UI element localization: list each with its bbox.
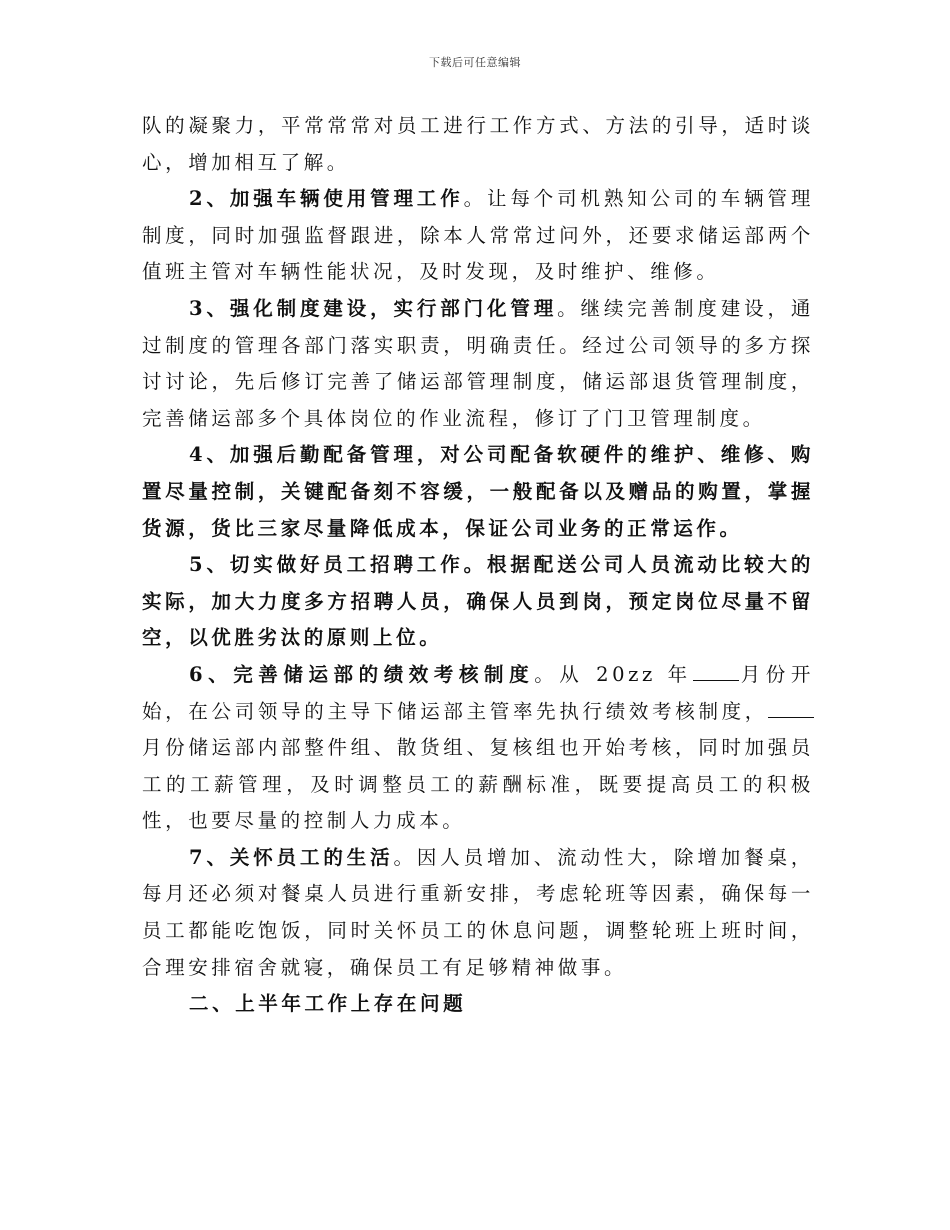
document-body — [142, 108, 814, 1023]
blank-line — [768, 697, 814, 718]
paragraph-system-building — [142, 291, 814, 437]
paragraph-cohesion: 队的凝聚力，平常常常对员工进行工作方式、方法的引导，适时谈心，增加相互了解。 — [142, 114, 814, 174]
paragraph-text: 。继续完善制度建设，通过制度的管理各部门落实职责，明确责任。经过公司领导的多方探讨讨论，先后修订完善了储运部管理制度，储运部退货管理制度，完善储运部多个具体岗位的作业流程，修订了门卫管理制度。 — [142, 296, 815, 430]
paragraph-employee-care — [142, 840, 814, 986]
paragraph-performance-review — [142, 657, 814, 840]
paragraph-vehicle-management — [142, 181, 814, 291]
paragraph-text: 月份开始，在公司领导的主导下储运部主管率先执行绩效考核制度， — [142, 662, 814, 723]
paragraph-text: 。因人员增加、流动性大，除增加餐桌，每月还必须对餐桌人员进行重新安排，考虑轮班等因素，确保每一员工都能吃饱饭，同时关怀员工的休息问题，调整轮班上班时间，合理安排宿舍就寝，确保员工有足够精神做事。 — [142, 845, 814, 979]
paragraph-heading: 3、强化制度建设，实行部门化管理 — [189, 296, 558, 320]
page-header: 下载后可任意编辑 — [429, 56, 521, 69]
paragraph-text: 。让每个司机熟知公司的车辆管理制度，同时加强监督跟进，除本人常常过问外，还要求储运部两个值班主管对车辆性能状况，及时发现，及时维护、维修。 — [142, 187, 814, 284]
paragraph-text: 月份储运部内部整件组、散货组、复核组也开始考核，同时加强员工的工薪管理，及时调整员工的薪酬标准，既要提高员工的积极性，也要尽量的控制人力成本。 — [142, 736, 814, 833]
paragraph-text: 。从 20zz 年 — [534, 662, 693, 686]
section-heading-problems: 二、上半年工作上存在问题 — [189, 992, 467, 1016]
paragraph-logistics-equipment: 4、加强后勤配备管理，对公司配备软硬件的维护、维修、购置尽量控制，关键配备刻不容缓，一般配备以及赠品的购置，掌握货源，货比三家尽量降低成本，保证公司业务的正常运作。 — [142, 443, 814, 540]
paragraph-recruitment: 5、切实做好员工招聘工作。根据配送公司人员流动比较大的实际，加大力度多方招聘人员，确保人员到岗，预定岗位尽量不留空，以优胜劣汰的原则上位。 — [142, 553, 814, 650]
blank-line — [693, 660, 739, 681]
paragraph-heading: 2、加强车辆使用管理工作 — [189, 187, 464, 211]
paragraph-heading: 6、完善储运部的绩效考核制度 — [189, 662, 535, 686]
paragraph-heading: 7、关怀员工的生活 — [189, 845, 394, 869]
